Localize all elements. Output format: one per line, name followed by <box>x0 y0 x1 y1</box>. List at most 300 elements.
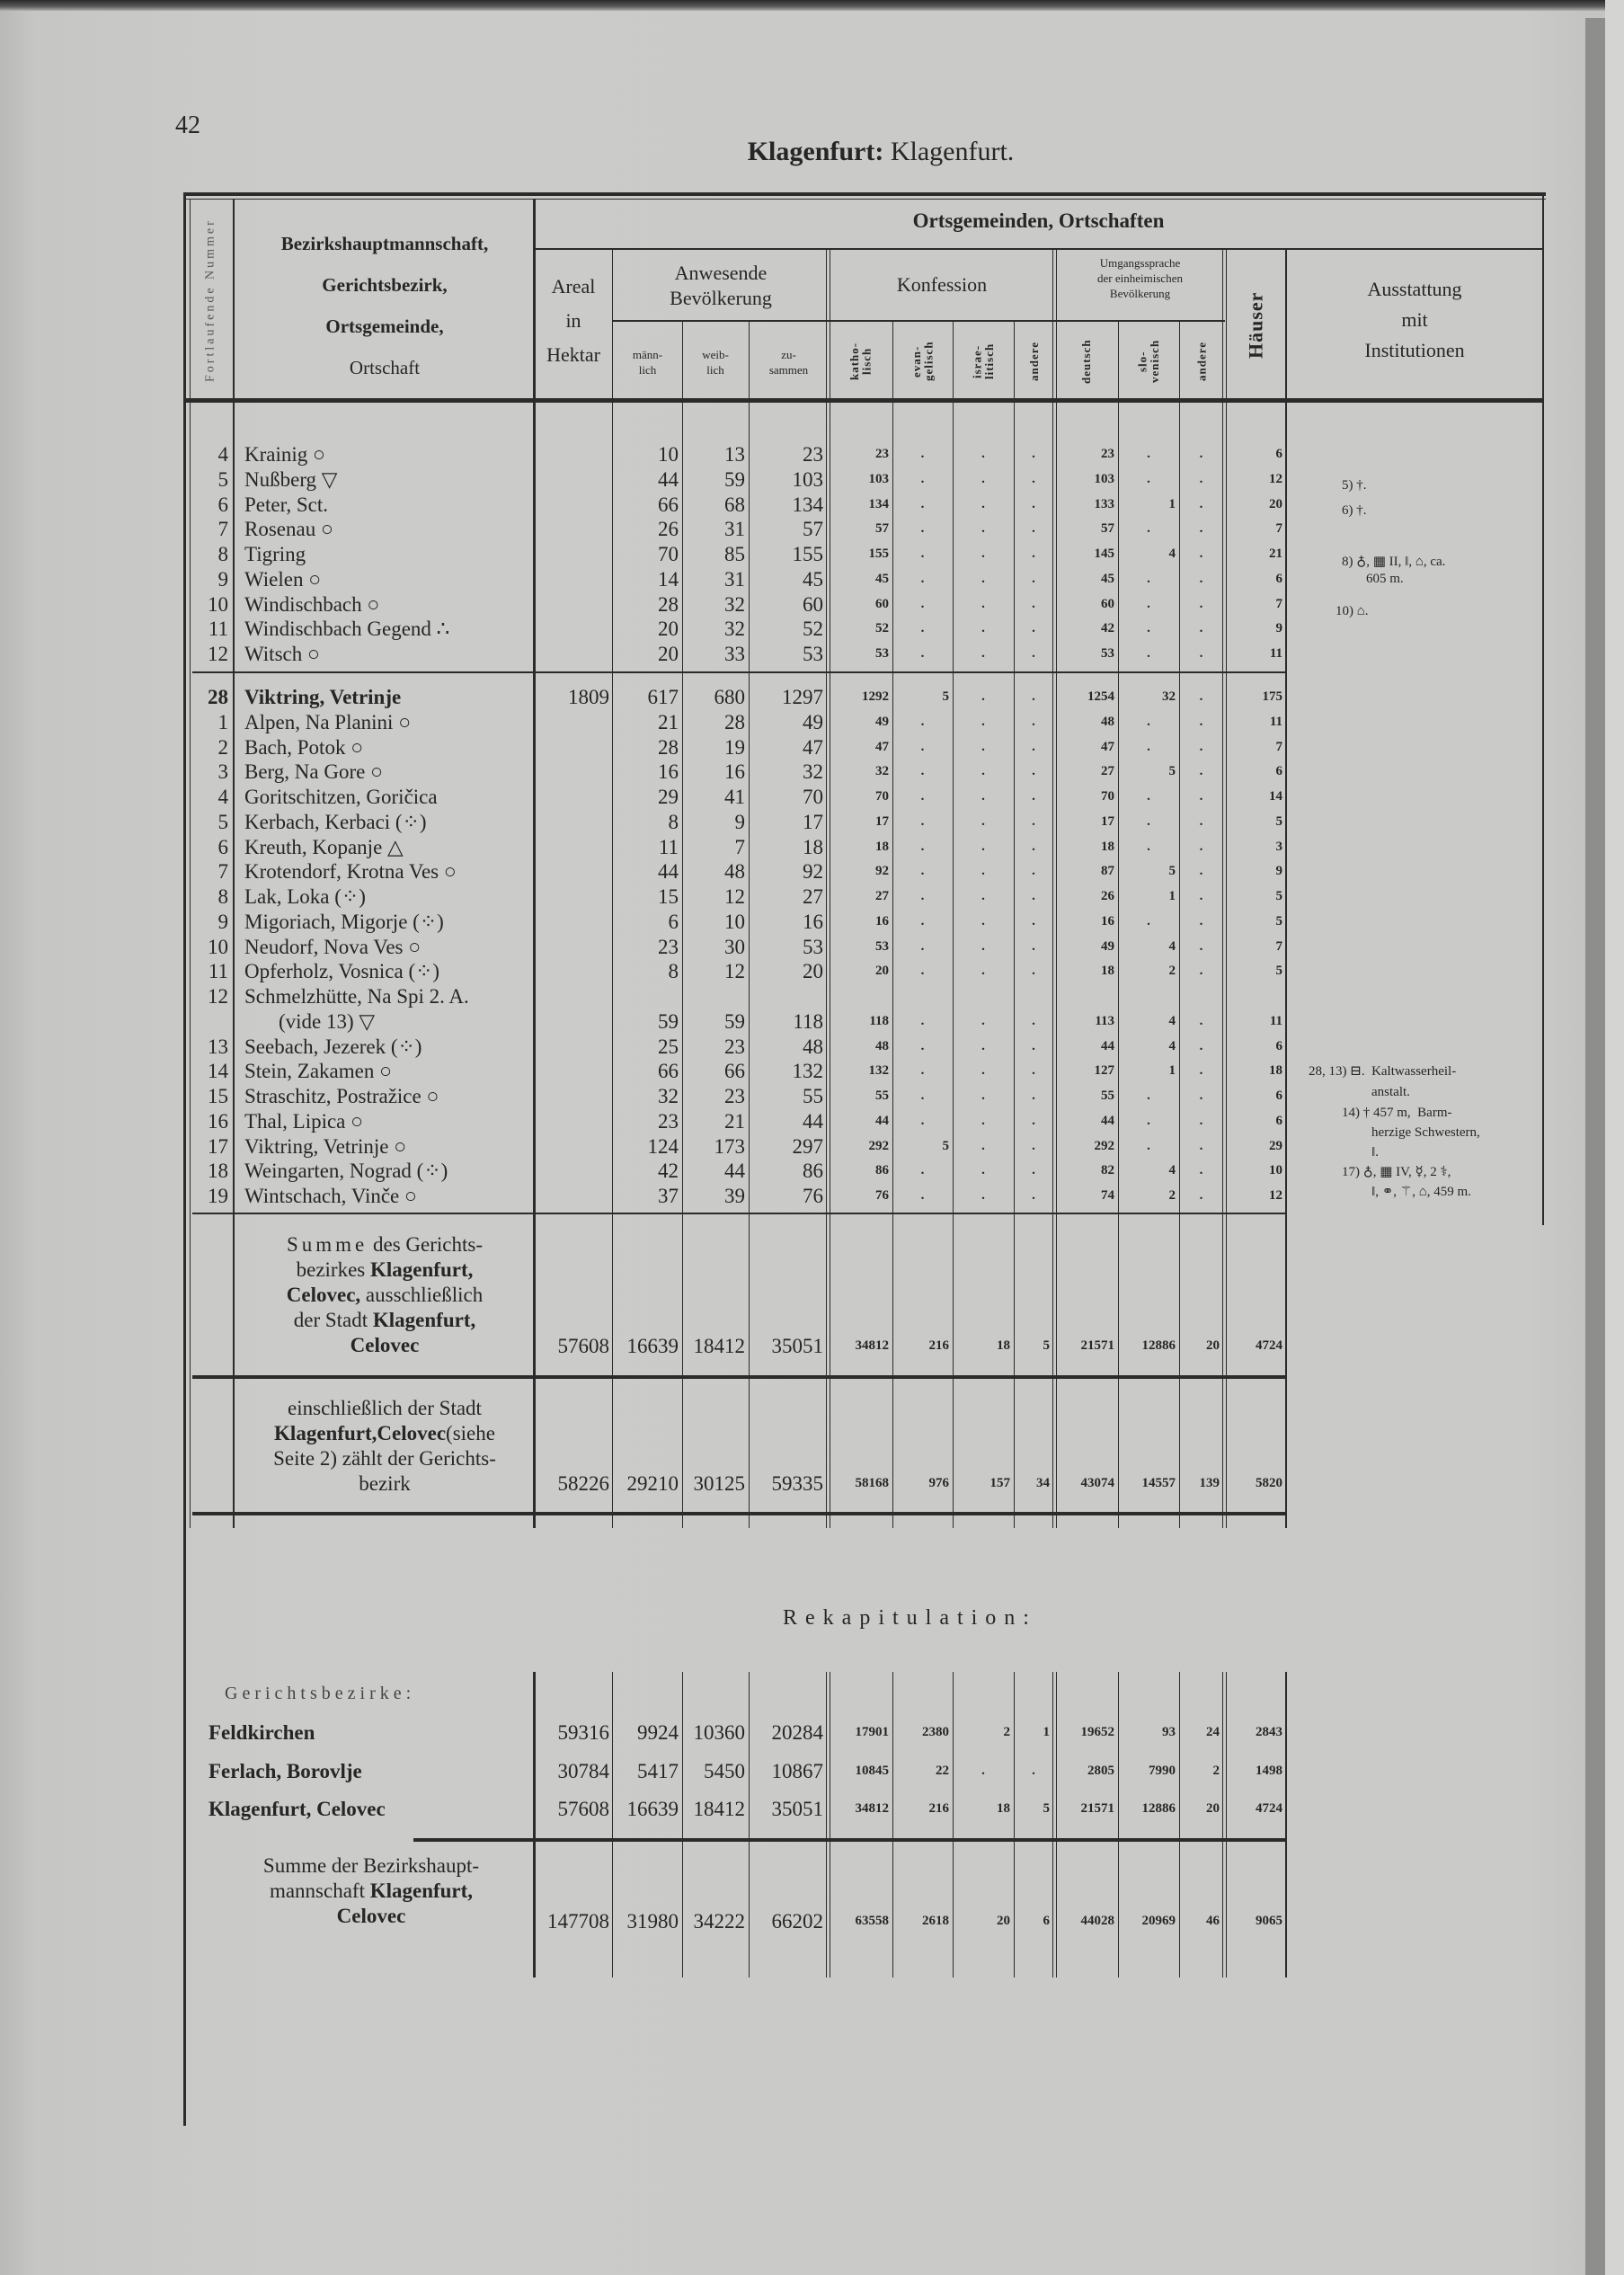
header-bevoelkerung: Anwesende Bevölkerung <box>670 262 772 309</box>
value-cell: . <box>920 496 925 511</box>
value-cell: 34 <box>1036 1476 1050 1490</box>
value-cell: 18 <box>875 839 889 854</box>
value-cell: 14 <box>1269 789 1282 804</box>
value-cell: 26 <box>1101 889 1114 903</box>
value-cell: 9 <box>1275 621 1282 636</box>
value-cell: . <box>1032 889 1035 903</box>
recap-district-name: Ferlach, Borovlje <box>209 1760 362 1782</box>
value-cell: 5417 <box>637 1760 679 1782</box>
row-number: 6 <box>217 835 228 858</box>
value-cell: . <box>1032 471 1035 486</box>
value-cell: . <box>1199 739 1203 754</box>
value-cell: . <box>981 621 985 636</box>
value-cell: 53 <box>1101 646 1114 661</box>
header-haeuser: Häuser <box>1244 291 1267 360</box>
value-cell: 47 <box>803 735 823 759</box>
value-cell: . <box>981 789 985 804</box>
value-cell: . <box>981 1063 985 1079</box>
value-cell: 4 <box>1168 1038 1176 1053</box>
place-name: Viktring, Vetrinje ○ <box>244 1134 407 1158</box>
value-cell: 35051 <box>771 1335 823 1357</box>
value-cell: 32 <box>875 764 889 779</box>
value-cell: . <box>981 471 985 486</box>
value-cell: 44 <box>658 467 679 491</box>
value-cell: 17901 <box>855 1725 889 1739</box>
value-cell: . <box>1032 913 1035 929</box>
value-cell: 28 <box>724 710 745 733</box>
value-cell: . <box>981 913 985 929</box>
place-name: Thal, Lipica ○ <box>244 1109 364 1133</box>
value-cell: . <box>920 964 925 979</box>
row-number: 5 <box>217 467 228 491</box>
value-cell: 53 <box>875 646 889 661</box>
row-number: 9 <box>217 567 228 591</box>
value-cell: . <box>1032 1138 1035 1153</box>
value-cell: 68 <box>724 493 745 516</box>
place-name: Berg, Na Gore ○ <box>244 760 383 784</box>
recap-title: Rekapitulation: <box>783 1606 1037 1630</box>
value-cell: . <box>1032 964 1035 979</box>
value-cell <box>534 642 613 666</box>
value-cell: 617 <box>647 686 679 708</box>
value-cell: 59316 <box>557 1721 609 1744</box>
row-number: 28 <box>208 686 228 708</box>
value-cell: . <box>920 646 925 661</box>
place-name: Bach, Potok ○ <box>244 735 364 759</box>
value-cell: 32 <box>658 1085 679 1107</box>
place-name: Seebach, Jezerek (⁘) <box>244 1035 422 1058</box>
value-cell: . <box>981 596 985 611</box>
value-cell: 2 <box>1168 1188 1176 1203</box>
row-number: 14 <box>208 1060 228 1083</box>
value-cell: 5 <box>942 689 949 704</box>
row-number: 17 <box>208 1134 228 1158</box>
value-cell: 44 <box>724 1160 745 1183</box>
value-cell: 10845 <box>855 1764 889 1778</box>
value-cell: . <box>981 1188 985 1203</box>
value-cell: 12 <box>1269 471 1282 486</box>
value-cell: 18 <box>1269 1063 1282 1079</box>
value-cell: 6 <box>1275 571 1282 586</box>
value-cell: 103 <box>868 471 889 486</box>
rule-line <box>192 671 1286 673</box>
value-cell: 27 <box>875 889 889 903</box>
place-name: Windischbach Gegend ∴ <box>244 618 450 641</box>
footnote: 6) †. <box>1342 503 1367 518</box>
row-number: 4 <box>217 786 228 808</box>
value-cell <box>534 884 613 909</box>
value-cell: 70 <box>875 789 889 804</box>
value-cell: 7 <box>1275 521 1282 537</box>
label-part: (siehe <box>446 1422 495 1444</box>
title-bold: Klagenfurt: <box>747 137 884 166</box>
value-cell: 76 <box>803 1185 823 1207</box>
value-cell: 44 <box>875 1113 889 1128</box>
value-cell <box>534 467 613 492</box>
value-cell: 70 <box>803 786 823 808</box>
value-cell: 57 <box>1101 521 1114 537</box>
value-cell: 5 <box>1043 1801 1050 1816</box>
value-cell: 46 <box>1206 1914 1220 1928</box>
value-cell: . <box>1199 714 1203 729</box>
label-part: Summe der Bezirkshaupt- <box>262 1854 480 1877</box>
value-cell: 124 <box>647 1134 679 1158</box>
value-cell <box>534 1084 613 1108</box>
value-cell: . <box>1199 789 1203 804</box>
value-cell: 31 <box>724 567 745 591</box>
value-cell: . <box>920 938 925 954</box>
value-cell: . <box>920 447 925 461</box>
row-number: 8 <box>217 543 228 565</box>
place-name: Krotendorf, Krotna Ves ○ <box>244 860 457 884</box>
label-part: Celovec <box>336 1905 406 1927</box>
value-cell: 39 <box>724 1185 745 1207</box>
value-cell: 6 <box>1275 764 1282 779</box>
row-number: 6 <box>217 493 228 516</box>
place-name: Opferholz, Vosnica (⁘) <box>244 960 440 983</box>
row-number: 12 <box>208 643 228 665</box>
value-cell: 41 <box>724 786 745 808</box>
value-cell: . <box>1199 1038 1203 1053</box>
value-cell: . <box>1147 471 1150 486</box>
value-cell: 18 <box>1101 839 1114 854</box>
value-cell: 59 <box>658 1009 679 1033</box>
value-cell: . <box>920 1113 925 1128</box>
row-number: 11 <box>208 960 228 983</box>
footnote: 10) ⌂. <box>1336 604 1369 618</box>
footnote: anstalt. <box>1371 1085 1410 1099</box>
value-cell: . <box>920 547 925 561</box>
value-cell: 10 <box>724 910 745 933</box>
value-cell: 2380 <box>922 1725 949 1739</box>
value-cell: 21571 <box>1080 1338 1114 1353</box>
value-cell: 49 <box>803 710 823 733</box>
value-cell: 19 <box>724 735 745 759</box>
value-cell: . <box>1032 764 1035 779</box>
row-number: 18 <box>208 1160 228 1183</box>
value-cell: 28 <box>658 735 679 759</box>
label-part: bezirk <box>359 1472 411 1495</box>
value-cell: 32 <box>803 760 823 784</box>
label-part: Klagenfurt, <box>370 1258 474 1281</box>
value-cell: . <box>1147 913 1150 929</box>
rule-line <box>829 320 1055 322</box>
value-cell: 16 <box>803 910 823 933</box>
value-cell: 1292 <box>862 689 889 704</box>
value-cell: 28 <box>658 592 679 616</box>
value-cell: . <box>1032 621 1035 636</box>
value-cell: . <box>1199 1163 1203 1178</box>
value-cell: 16 <box>1101 913 1114 929</box>
place-name: Goritschitzen, Goričica <box>244 786 438 808</box>
value-cell: . <box>1199 496 1203 511</box>
value-cell: 20 <box>997 1914 1010 1928</box>
row-number: 19 <box>208 1185 228 1207</box>
value-cell: 5 <box>1043 1338 1050 1353</box>
value-cell: . <box>920 864 925 879</box>
value-cell: 37 <box>658 1185 679 1207</box>
label-part: einschließlich der Stadt <box>288 1397 482 1419</box>
value-cell: . <box>920 789 925 804</box>
value-cell: . <box>1032 1163 1035 1178</box>
value-cell: . <box>1032 714 1035 729</box>
label-part: des Gerichts- <box>368 1233 484 1256</box>
value-cell: 48 <box>875 1038 889 1053</box>
value-cell: . <box>920 571 925 586</box>
value-cell: . <box>981 864 985 879</box>
footnote: 8) ♁, ▦ II, ‖, ⌂, ca. <box>1342 555 1446 569</box>
value-cell: . <box>981 739 985 754</box>
value-cell: 1498 <box>1256 1764 1282 1778</box>
value-cell: . <box>1199 689 1203 704</box>
label-part: mannschaft <box>269 1880 370 1902</box>
value-cell: 66 <box>658 1060 679 1083</box>
value-cell: 17 <box>803 810 823 833</box>
value-cell: 18 <box>997 1338 1010 1353</box>
value-cell: 59335 <box>771 1472 823 1495</box>
title-regular: Klagenfurt. <box>890 137 1015 166</box>
value-cell: 49 <box>875 714 889 729</box>
value-cell: 19652 <box>1080 1725 1114 1739</box>
value-cell: . <box>1147 621 1150 636</box>
value-cell: 12886 <box>1141 1338 1176 1353</box>
value-cell: 7 <box>1275 938 1282 954</box>
value-cell: 6 <box>1275 1113 1282 1128</box>
value-cell: . <box>981 1089 985 1103</box>
value-cell <box>534 1035 613 1059</box>
value-cell: 157 <box>989 1476 1010 1490</box>
value-cell: 12886 <box>1141 1801 1176 1816</box>
value-cell: 1 <box>1168 889 1176 903</box>
row-number: 10 <box>208 592 228 616</box>
value-cell: 6 <box>1275 447 1282 461</box>
value-cell: . <box>981 571 985 586</box>
value-cell <box>534 835 613 859</box>
value-cell: 18412 <box>693 1798 745 1820</box>
value-cell: . <box>1032 496 1035 511</box>
value-cell: 7 <box>734 835 745 858</box>
value-cell: 10 <box>1269 1163 1282 1178</box>
header-nr: Fortlaufende Nummer <box>203 218 217 382</box>
value-cell: 16 <box>658 760 679 784</box>
value-cell: 103 <box>792 467 823 491</box>
value-cell: 9 <box>734 810 745 833</box>
header-ausstattung: Ausstattung mit Institutionen <box>1364 278 1465 361</box>
value-cell: . <box>981 889 985 903</box>
value-cell: 16 <box>875 913 889 929</box>
value-cell: 31980 <box>626 1910 679 1933</box>
value-cell: 44 <box>1101 1038 1114 1053</box>
rule-line <box>192 1512 1286 1515</box>
label-part: Celovec <box>350 1334 420 1356</box>
value-cell: 27 <box>803 885 823 908</box>
value-cell: 57608 <box>557 1798 609 1820</box>
header-evangelisch: evan- gelisch <box>909 341 936 382</box>
recap-subtitle: Gerichtsbezirke: <box>225 1684 416 1703</box>
value-cell: 1254 <box>1087 689 1114 704</box>
value-cell: . <box>1032 813 1035 829</box>
value-cell: 58226 <box>557 1472 609 1495</box>
value-cell: 20284 <box>771 1721 823 1744</box>
label-part: Klagenfurt, <box>369 1880 474 1902</box>
value-cell: 1 <box>1168 496 1176 511</box>
value-cell: 20 <box>658 643 679 665</box>
value-cell: . <box>981 496 985 511</box>
value-cell: . <box>1032 447 1035 461</box>
value-cell: . <box>981 1013 985 1028</box>
value-cell: 20 <box>658 618 679 641</box>
value-cell: 63558 <box>855 1914 889 1928</box>
value-cell: . <box>920 471 925 486</box>
value-cell: 21 <box>658 710 679 733</box>
recap-district-name: Klagenfurt, Celovec <box>209 1798 386 1820</box>
value-cell: . <box>920 1013 925 1028</box>
value-cell: 22 <box>936 1764 949 1778</box>
value-cell: . <box>1199 571 1203 586</box>
value-cell: 44 <box>803 1109 823 1133</box>
value-cell: 133 <box>1094 496 1114 511</box>
value-cell: . <box>1032 689 1035 704</box>
value-cell: . <box>1199 964 1203 979</box>
value-cell: 29 <box>658 786 679 808</box>
value-cell: 18 <box>997 1801 1010 1816</box>
value-cell: 48 <box>724 860 745 884</box>
value-cell: . <box>1199 521 1203 537</box>
footnote: ‖, ⚭, ⚚, ⌂, 459 m. <box>1371 1185 1471 1199</box>
value-cell: . <box>1032 1089 1035 1103</box>
value-cell <box>534 493 613 517</box>
value-cell <box>534 592 613 617</box>
value-cell: 680 <box>714 686 745 708</box>
footnote: 17) ♁, ▦ IV, ☿, 2 ⚕, <box>1342 1165 1451 1179</box>
value-cell <box>534 859 613 884</box>
value-cell: . <box>920 1038 925 1053</box>
value-cell: 30784 <box>557 1760 609 1782</box>
value-cell: 6 <box>668 910 679 933</box>
value-cell: 5 <box>1275 913 1282 929</box>
value-cell: 14 <box>658 567 679 591</box>
header-konfession: Konfession <box>896 273 988 296</box>
value-cell: 16639 <box>626 1335 679 1357</box>
value-cell: 7990 <box>1149 1764 1176 1778</box>
value-cell: 25 <box>658 1035 679 1058</box>
header-areal: Areal in Hektar <box>546 275 600 366</box>
value-cell: . <box>920 739 925 754</box>
place-name: Krainig ○ <box>244 443 325 466</box>
row-number: 5 <box>217 810 228 833</box>
value-cell: 8 <box>668 810 679 833</box>
value-cell: . <box>1199 1113 1203 1128</box>
value-cell: 24 <box>1206 1725 1220 1739</box>
value-cell: 1297 <box>782 686 823 708</box>
value-cell: 52 <box>875 621 889 636</box>
value-cell: . <box>1199 646 1203 661</box>
value-cell: 82 <box>1101 1163 1114 1178</box>
value-cell: 27 <box>1101 764 1114 779</box>
value-cell: 45 <box>1101 571 1114 586</box>
footnote: herzige Schwestern, <box>1371 1125 1480 1140</box>
value-cell: 32 <box>1162 689 1176 704</box>
scan-top-edge <box>0 0 1624 11</box>
value-cell: 23 <box>658 935 679 958</box>
value-cell <box>534 710 613 734</box>
value-cell: 4 <box>1168 1163 1176 1178</box>
value-cell: . <box>1199 889 1203 903</box>
value-cell: 5820 <box>1256 1476 1282 1490</box>
value-cell: 93 <box>1162 1725 1176 1739</box>
header-name-line: Gerichtsbezirk, <box>322 274 448 296</box>
value-cell: . <box>920 1163 925 1178</box>
value-cell: 147708 <box>547 1910 609 1933</box>
value-cell: 44 <box>1101 1113 1114 1128</box>
place-name: Peter, Sct. <box>244 493 328 516</box>
value-cell: 21 <box>724 1109 745 1133</box>
value-cell: . <box>920 1063 925 1079</box>
value-cell: 66 <box>658 493 679 516</box>
value-cell: 23 <box>875 447 889 461</box>
header-umgangssprache: Umgangssprache der einheimischen Bevölkerung <box>1097 256 1183 300</box>
place-name-continued: (vide 13) ▽ <box>279 1009 376 1033</box>
place-name: Wintschach, Vinče ○ <box>244 1185 417 1207</box>
value-cell: 5 <box>1168 764 1176 779</box>
value-cell: 4724 <box>1256 1801 1282 1816</box>
label-part: bezirkes <box>296 1258 371 1281</box>
value-cell: 2 <box>1003 1725 1010 1739</box>
value-cell <box>534 1109 613 1133</box>
value-cell <box>534 517 613 541</box>
value-cell: 11 <box>1269 646 1282 661</box>
place-name: Alpen, Na Planini ○ <box>244 710 412 733</box>
value-cell: 155 <box>868 547 889 561</box>
sum-incl-label <box>235 1396 534 1497</box>
value-cell: . <box>1199 764 1203 779</box>
value-cell: . <box>1199 813 1203 829</box>
value-cell: 42 <box>658 1160 679 1183</box>
rule-line <box>613 320 829 322</box>
value-cell: . <box>981 1113 985 1128</box>
value-cell: 23 <box>803 443 823 466</box>
place-name: Kreuth, Kopanje △ <box>244 835 404 858</box>
value-cell: 48 <box>1101 714 1114 729</box>
value-cell: 34222 <box>693 1910 745 1933</box>
row-number: 9 <box>217 910 228 933</box>
value-cell: . <box>981 714 985 729</box>
value-cell: 9924 <box>637 1721 679 1744</box>
value-cell: . <box>1199 547 1203 561</box>
value-cell: 86 <box>875 1163 889 1178</box>
value-cell: 44 <box>658 860 679 884</box>
value-cell: . <box>981 1764 985 1778</box>
value-cell: 127 <box>1094 1063 1114 1079</box>
footnote: 605 m. <box>1366 572 1404 586</box>
rule-line <box>183 193 186 2126</box>
value-cell: 9 <box>1275 864 1282 879</box>
value-cell: . <box>981 839 985 854</box>
value-cell: 70 <box>1101 789 1114 804</box>
value-cell: 23 <box>724 1085 745 1107</box>
value-cell <box>534 1059 613 1083</box>
header-israelitisch: israe- litisch <box>970 342 996 380</box>
value-cell <box>534 910 613 934</box>
value-cell <box>534 442 613 467</box>
value-cell: 4 <box>1168 1013 1176 1028</box>
value-cell: 7 <box>1275 739 1282 754</box>
value-cell: 59 <box>724 1009 745 1033</box>
value-cell: . <box>1199 1063 1203 1079</box>
value-cell: . <box>1032 646 1035 661</box>
value-cell: 47 <box>1101 739 1114 754</box>
value-cell: 5450 <box>704 1760 745 1782</box>
